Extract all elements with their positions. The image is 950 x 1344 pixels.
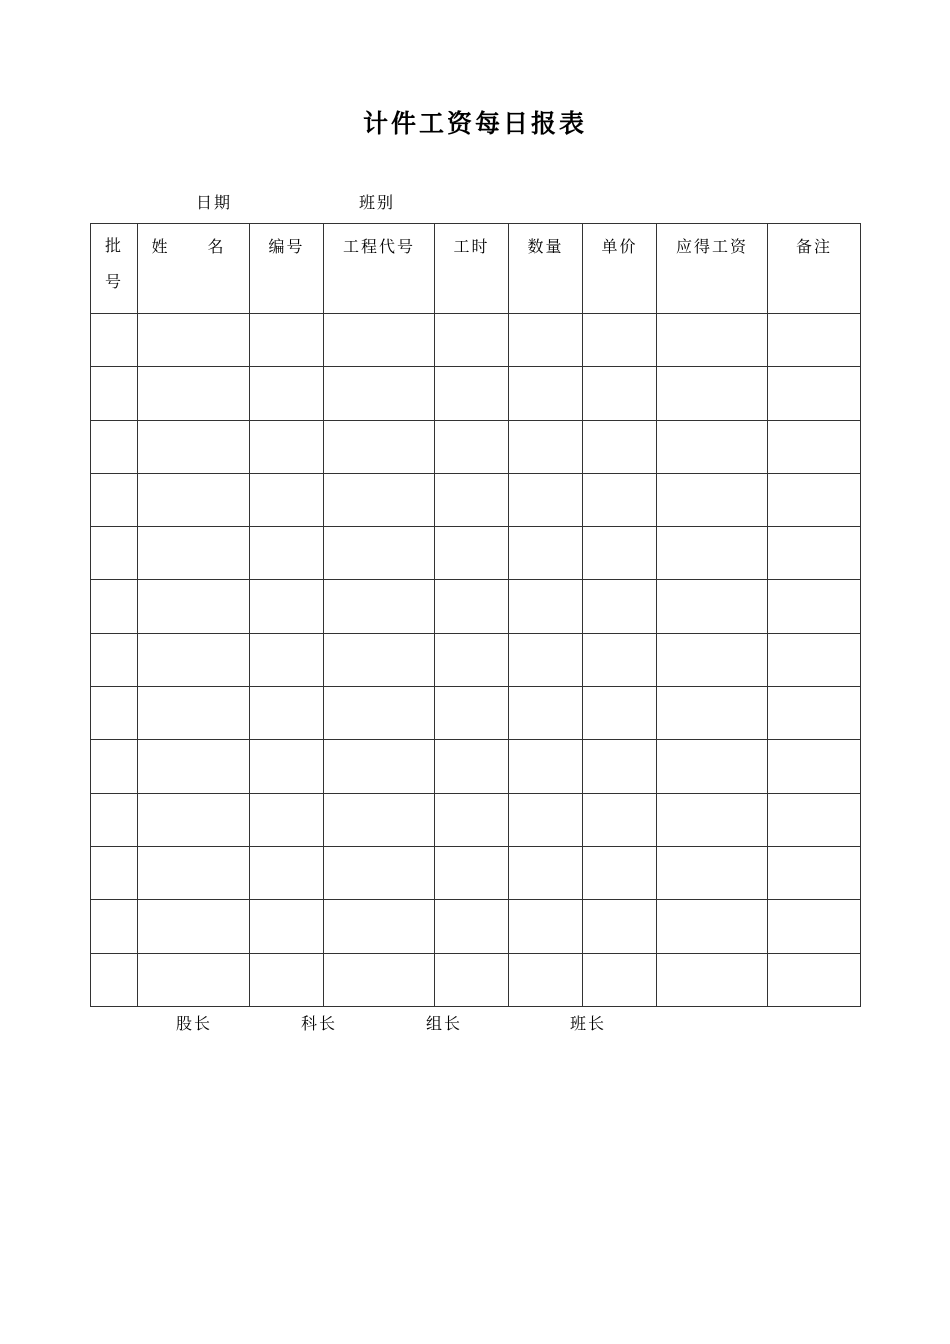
table-row [91, 633, 861, 686]
cell-unit-price[interactable] [583, 527, 657, 580]
date-label: 日期 [196, 193, 233, 212]
cell-batch-number[interactable] [91, 527, 138, 580]
cell-unit-price[interactable] [583, 367, 657, 420]
signature-line [0, 1011, 950, 1035]
cell-quantity[interactable] [509, 580, 583, 633]
cell-unit-price[interactable] [583, 314, 657, 367]
cell-process-code[interactable] [324, 473, 435, 526]
cell-name[interactable] [138, 633, 250, 686]
signature-group-leader: 组长 [426, 1014, 463, 1033]
table-row [91, 793, 861, 846]
header-process-code: 工程代号 [324, 224, 435, 314]
cell-unit-price[interactable] [583, 580, 657, 633]
signature-section-chief: 股长 [176, 1014, 213, 1033]
header-remarks: 备注 [768, 224, 861, 314]
cell-remarks[interactable] [768, 846, 861, 899]
cell-employee-id[interactable] [250, 633, 324, 686]
header-batch-bottom: 号 [104, 272, 123, 291]
cell-batch-number[interactable] [91, 314, 138, 367]
cell-process-code[interactable] [324, 740, 435, 793]
cell-process-code[interactable] [324, 793, 435, 846]
cell-quantity[interactable] [509, 527, 583, 580]
cell-batch-number[interactable] [91, 633, 138, 686]
header-wage-due: 应得工资 [657, 224, 768, 314]
cell-quantity[interactable] [509, 846, 583, 899]
table-row [91, 367, 861, 420]
cell-name[interactable] [138, 846, 250, 899]
cell-quantity[interactable] [509, 793, 583, 846]
cell-wage-due[interactable] [657, 527, 768, 580]
cell-unit-price[interactable] [583, 687, 657, 740]
cell-employee-id[interactable] [250, 793, 324, 846]
cell-process-code[interactable] [324, 580, 435, 633]
cell-work-hours[interactable] [435, 793, 509, 846]
cell-employee-id[interactable] [250, 367, 324, 420]
cell-work-hours[interactable] [435, 953, 509, 1006]
table-row [91, 527, 861, 580]
cell-work-hours[interactable] [435, 846, 509, 899]
header-name [138, 224, 250, 314]
cell-remarks[interactable] [768, 580, 861, 633]
cell-employee-id[interactable] [250, 953, 324, 1006]
cell-employee-id[interactable] [250, 420, 324, 473]
cell-process-code[interactable] [324, 953, 435, 1006]
cell-unit-price[interactable] [583, 900, 657, 953]
cell-quantity[interactable] [509, 953, 583, 1006]
cell-process-code[interactable] [324, 314, 435, 367]
cell-unit-price[interactable] [583, 846, 657, 899]
table-row [91, 953, 861, 1006]
cell-quantity[interactable] [509, 740, 583, 793]
cell-wage-due[interactable] [657, 687, 768, 740]
cell-quantity[interactable] [509, 633, 583, 686]
cell-unit-price[interactable] [583, 953, 657, 1006]
cell-remarks[interactable] [768, 633, 861, 686]
table-row [91, 846, 861, 899]
cell-name[interactable] [138, 367, 250, 420]
shift-label: 班别 [359, 193, 396, 212]
cell-wage-due[interactable] [657, 367, 768, 420]
cell-wage-due[interactable] [657, 314, 768, 367]
header-name-label: 姓 名 [151, 237, 236, 256]
header-employee-id: 编号 [250, 224, 324, 314]
cell-batch-number[interactable] [91, 900, 138, 953]
cell-unit-price[interactable] [583, 420, 657, 473]
signature-department-chief: 科长 [301, 1014, 338, 1033]
cell-remarks[interactable] [768, 527, 861, 580]
cell-unit-price[interactable] [583, 793, 657, 846]
cell-batch-number[interactable] [91, 687, 138, 740]
cell-remarks[interactable] [768, 687, 861, 740]
cell-work-hours[interactable] [435, 580, 509, 633]
cell-work-hours[interactable] [435, 527, 509, 580]
cell-work-hours[interactable] [435, 314, 509, 367]
cell-wage-due[interactable] [657, 793, 768, 846]
table-row [91, 420, 861, 473]
cell-remarks[interactable] [768, 420, 861, 473]
cell-unit-price[interactable] [583, 473, 657, 526]
cell-batch-number[interactable] [91, 846, 138, 899]
cell-remarks[interactable] [768, 953, 861, 1006]
cell-wage-due[interactable] [657, 953, 768, 1006]
table-row [91, 473, 861, 526]
cell-quantity[interactable] [509, 367, 583, 420]
cell-wage-due[interactable] [657, 420, 768, 473]
cell-work-hours[interactable] [435, 420, 509, 473]
cell-remarks[interactable] [768, 367, 861, 420]
signature-shift-leader: 班长 [570, 1014, 607, 1033]
cell-batch-number[interactable] [91, 580, 138, 633]
cell-unit-price[interactable] [583, 740, 657, 793]
cell-work-hours[interactable] [435, 687, 509, 740]
cell-quantity[interactable] [509, 687, 583, 740]
cell-employee-id[interactable] [250, 687, 324, 740]
cell-remarks[interactable] [768, 900, 861, 953]
header-unit-price: 单价 [583, 224, 657, 314]
table-body [91, 314, 861, 1007]
header-quantity: 数量 [509, 224, 583, 314]
cell-name[interactable] [138, 473, 250, 526]
cell-wage-due[interactable] [657, 473, 768, 526]
header-work-hours: 工时 [435, 224, 509, 314]
table-row [91, 740, 861, 793]
report-table [90, 223, 861, 1007]
cell-wage-due[interactable] [657, 900, 768, 953]
header-row [91, 224, 861, 314]
cell-process-code[interactable] [324, 633, 435, 686]
cell-work-hours[interactable] [435, 740, 509, 793]
cell-name[interactable] [138, 793, 250, 846]
cell-work-hours[interactable] [435, 900, 509, 953]
cell-name[interactable] [138, 687, 250, 740]
cell-process-code[interactable] [324, 846, 435, 899]
cell-name[interactable] [138, 420, 250, 473]
cell-employee-id[interactable] [250, 527, 324, 580]
cell-wage-due[interactable] [657, 633, 768, 686]
cell-quantity[interactable] [509, 473, 583, 526]
cell-unit-price[interactable] [583, 633, 657, 686]
cell-quantity[interactable] [509, 900, 583, 953]
cell-wage-due[interactable] [657, 846, 768, 899]
cell-batch-number[interactable] [91, 793, 138, 846]
cell-employee-id[interactable] [250, 900, 324, 953]
cell-remarks[interactable] [768, 740, 861, 793]
header-batch-top: 批 [104, 236, 123, 255]
cell-employee-id[interactable] [250, 580, 324, 633]
cell-quantity[interactable] [509, 314, 583, 367]
page-title: 计件工资每日报表 [362, 109, 587, 138]
cell-remarks[interactable] [768, 314, 861, 367]
cell-quantity[interactable] [509, 420, 583, 473]
cell-batch-number[interactable] [91, 740, 138, 793]
header-batch-number [91, 224, 138, 314]
cell-employee-id[interactable] [250, 314, 324, 367]
table-row [91, 580, 861, 633]
cell-batch-number[interactable] [91, 367, 138, 420]
cell-work-hours[interactable] [435, 473, 509, 526]
cell-name[interactable] [138, 953, 250, 1006]
cell-remarks[interactable] [768, 793, 861, 846]
cell-employee-id[interactable] [250, 473, 324, 526]
cell-employee-id[interactable] [250, 846, 324, 899]
cell-batch-number[interactable] [91, 953, 138, 1006]
cell-employee-id[interactable] [250, 740, 324, 793]
cell-batch-number[interactable] [91, 420, 138, 473]
cell-process-code[interactable] [324, 420, 435, 473]
cell-process-code[interactable] [324, 527, 435, 580]
cell-name[interactable] [138, 900, 250, 953]
cell-process-code[interactable] [324, 367, 435, 420]
cell-work-hours[interactable] [435, 367, 509, 420]
cell-wage-due[interactable] [657, 580, 768, 633]
cell-process-code[interactable] [324, 900, 435, 953]
cell-remarks[interactable] [768, 473, 861, 526]
cell-wage-due[interactable] [657, 740, 768, 793]
table-row [91, 687, 861, 740]
table-row [91, 314, 861, 367]
cell-work-hours[interactable] [435, 633, 509, 686]
cell-name[interactable] [138, 740, 250, 793]
cell-process-code[interactable] [324, 687, 435, 740]
table-row [91, 900, 861, 953]
cell-name[interactable] [138, 314, 250, 367]
cell-name[interactable] [138, 527, 250, 580]
cell-name[interactable] [138, 580, 250, 633]
cell-batch-number[interactable] [91, 473, 138, 526]
